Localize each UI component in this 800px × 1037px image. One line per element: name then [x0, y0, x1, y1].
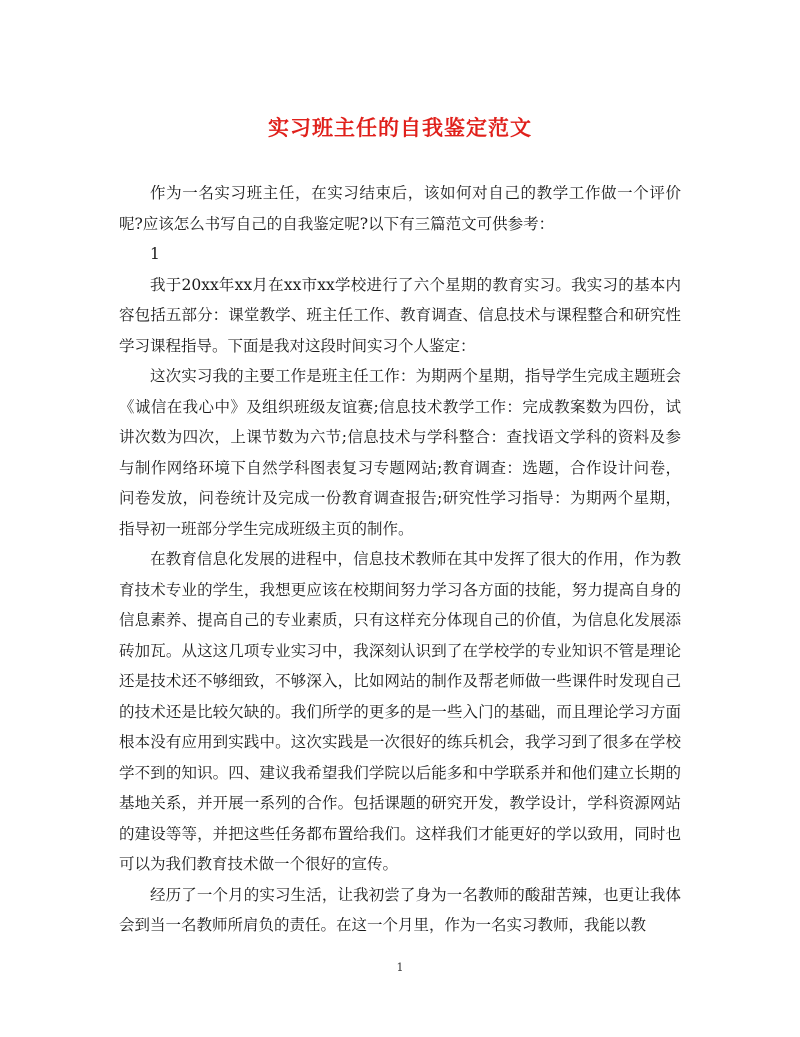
page-number: 1 — [396, 961, 404, 974]
body-paragraph-2: 这次实习我的主要工作是班主任工作：为期两个星期，指导学生完成主题班会《诚信在我心中》及组织班级友谊赛;信息技术教学工作：完成教案数为四份，试讲次数为四次，上课节数为六节;信息技术与学科整合：查找语文学科的资料及参与制作网络环境下自然学科图表复习专题网站;教育调查：选题，合作设计问卷，问卷发放，问卷统计及完成一份教育调查报告;研究性学习指导：为期两个星期，指导初一班部分学生完成班级主页的制作。 — [119, 367, 681, 538]
intro-paragraph: 作为一名实习班主任，在实习结束后，该如何对自己的教学工作做一个评价呢?应该怎么书写自己的自我鉴定呢?以下有三篇范文可供参考： — [119, 184, 681, 233]
body-paragraph-4: 经历了一个月的实习生活，让我初尝了身为一名教师的酸甜苦辣，也更让我体会到当一名教师所肩负的责任。在这一个月里，作为一名实习教师，我能以教 — [119, 885, 681, 934]
body-paragraph-3: 在教育信息化发展的进程中，信息技术教师在其中发挥了很大的作用，作为教育技术专业的学生，我想更应该在校期间努力学习各方面的技能，努力提高自身的信息素养、提高自己的专业素质，只有这样充分体现自己的价值，为信息化发展添砖加瓦。从这这几项专业实习中，我深刻认识到了在学校学的专业知识不管是理论还是技术还不够细致，不够深入，比如网站的制作及帮老师做一些课件时发现自己的技术还是比较欠缺的。我们所学的更多的是一些入门的基础，而且理论学习方面根本没有应用到实践中。这次实践是一次很好的练兵机会，我学习到了很多在学校学不到的知识。四、建议我希望我们学院以后能多和中学联系并和他们建立长期的基地关系，并开展一系列的合作。包括课题的研究开发，教学设计，学科资源网站的建设等等，并把这些任务都布置给我们。这样我们才能更好的学以致用，同时也可以为我们教育技术做一个很好的宣传。 — [119, 550, 681, 873]
document-body — [119, 178, 681, 941]
document-title: 实习班主任的自我鉴定范文 — [268, 115, 532, 140]
section-number: 1 — [150, 245, 160, 263]
body-paragraph-1: 我于20xx年xx月在xx市xx学校进行了六个星期的教育实习。我实习的基本内容包括五部分：课堂教学、班主任工作、教育调查、信息技术与课程整合和研究性学习课程指导。下面是我对这段时间实习个人鉴定： — [119, 275, 681, 355]
